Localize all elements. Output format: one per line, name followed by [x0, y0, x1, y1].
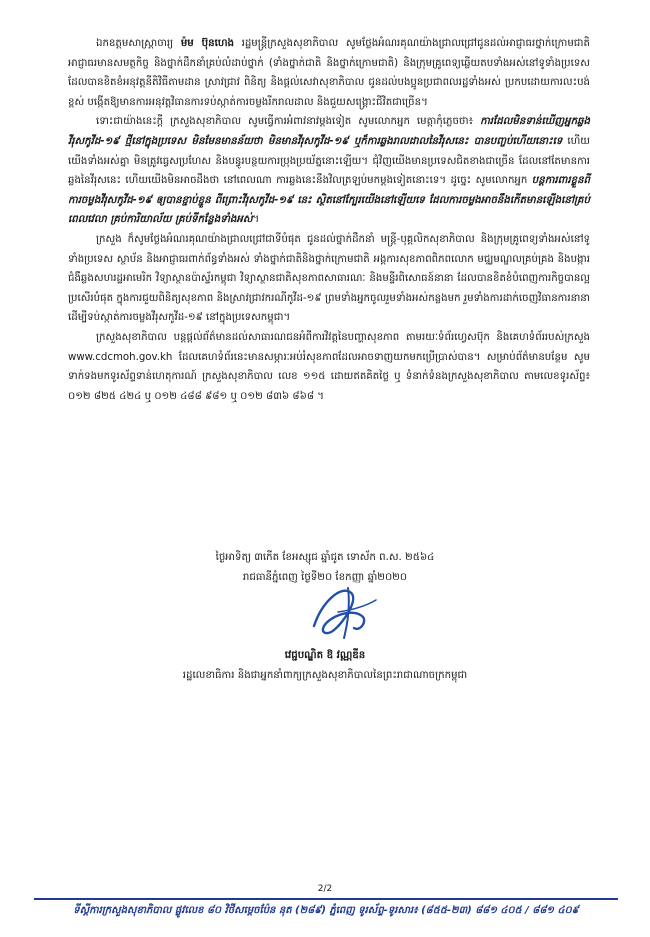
footer-divider	[34, 898, 618, 900]
paragraph-segment: ទោះជាយ៉ាងនេះក្តី ក្រសួងសុខាភិបាល សូមធ្វើការអំពាវនាវម្តងទៀត សូមលោកអ្នក មេត្តាកុំភ្លេចថា៖	[96, 116, 481, 128]
signature-block	[0, 646, 650, 686]
footer-address: ទីស្តីការក្រសួងសុខាភិបាល ផ្លូវលេខ ៨០ វិថីសម្តេចប៉ែន នុត (២៨៩) ភ្នំពេញ ទូរស័ព្ទ-ទូរសារ៖ (៨៥៥-២៣) ៨៨១ ៤០៥ / ៨៨១ ៤០៩	[73, 905, 579, 916]
paragraph-2	[68, 112, 590, 230]
paragraph-segment: ក្រសួងសុខាភិបាល បន្តផ្តល់ព័ត៌មានដល់សាធារណជនអំពីការវិវត្តនៃបញ្ហាសុខភាព តាមរយៈទំព័រហ្វេសប៊ុក និងគេហទំព័ររបស់ក្រសួង www.cdcmoh.gov.kh ដែលគេហទំព័រនេះមានសម្ភារៈអប់រំសុខភាពដែលអាចទាញយកមកប្រើប្រាស់បាន។ សម្រាប់ព័ត៌មានបន្ថែម សូមទាក់ទងមកទូរស័ព្ទទាន់ហេតុការណ៍ ក្រសួងសុខាភិបាល លេខ ១១៥ ដោយឥតគិតថ្លៃ ឬ ទំនាក់ទំនងក្រសួងសុខាភិបាល តាមលេខទូរស័ព្ទ៖ ០១២ ៨២៥ ៤២៤ ឬ ០១២ ៤៨៨ ៩៨១ ឬ ០១២ ៨៣៦ ៨៦៨ ។	[68, 331, 590, 402]
paragraph-segment: ហើយយើងទាំងអស់គ្នា មិនត្រូវធ្វេសប្រហែស និងបន្ធូរបន្ថយការប្រុងប្រយ័ត្ននោះឡើយ។ ជុំវិញយើងមានប្រទេសជិតខាងជាច្រើន ដែលនៅតែមានការឆ្លងនៃវីរុសនេះ ហើយយើងមិនអាចដឹងថា នៅពេលណា ការឆ្លងនេះនឹងវិលត្រឡប់មកម្តងទៀតនោះទេ។ ដូច្នេះ សូមលោកអ្នក	[68, 135, 591, 187]
lunar-date: ថ្ងៃអាទិត្យ ៣កើត ខែអស្សុជ ឆ្នាំជូត ទោស័ក ព.ស. ២៥៦៤	[215, 552, 435, 563]
paragraph-segment: រដ្ឋមន្ត្រីក្រសួងសុខាភិបាល សូមថ្លែងអំណរគុណយ៉ាងជ្រាលជ្រៅជូនដល់អាជ្ញាធរថ្នាក់ក្រោមជាតិ អាជ្ញាធរមានសមត្ថកិច្ច និងថ្នាក់ដឹកនាំគ្រប់លំដាប់ថ្នាក់ (ទាំងថ្នាក់ជាតិ និងថ្នាក់ក្រោមជាតិ) និងក្រុមគ្រូពេទ្យឆ្លើយតបទាំងអស់នៅទូទាំងប្រទេស ដែលបានខិតខំអនុវត្តនីតិវិធីតាមដាន ស្រាវជ្រាវ ពិនិត្យ និងផ្តល់សេវាសុខាភិបាល ជូនដល់បងប្អូនប្រជាពលរដ្ឋទាំងអស់ ប្រកបដោយការលះបង់ខ្ពស់ បង្កើតឱ្យមានការអនុវត្តវិធានការទប់ស្កាត់ការចម្លងរីករាលដាល និងជួយសង្គ្រោះជីវិតជាច្រើន។	[68, 38, 590, 108]
emphasis-text: ការដែលមិនទាន់ឃើញអ្នកឆ្លងវីរុសកូវីដ-១៩ ថ្មីនៅក្នុងប្រទេស មិនមែនមានន័យថា មិនមានវីរុសកូវីដ-១៩ ឬក៏ការឆ្លងរាលដាលនៃវីរុសនេះ បានបញ្ចប់ហើយនោះទេ	[68, 116, 590, 147]
paragraph-4	[68, 328, 590, 406]
page-number: 2/2	[317, 884, 333, 894]
emphasis-text: បន្តការពារខ្លួនពីការចម្លងវីរុសកូវីដ-១៩ ឲ្យបានខ្ជាប់ខ្ជួន ពីព្រោះវីរុសកូវីដ-១៩ នេះ ស្ថិតនៅក្បែរយើងនៅឡើយទេ ដែលការចម្លងអាចនឹងកើតមានឡើងនៅគ្រប់ពេលវេលា គ្រប់ការិយាល័យ គ្រប់ទីកន្លែងទាំងអស់	[68, 175, 590, 226]
paragraph-3	[68, 230, 590, 328]
minister-name: ម៉ម ប៊ុនហេង	[180, 38, 234, 49]
signer-title: រដ្ឋលេខាធិការ និងជាអ្នកនាំពាក្យក្រសួងសុខាភិបាលនៃព្រះរាជាណាចក្រកម្ពុជា	[182, 670, 468, 681]
solar-date: រាជធានីភ្នំពេញ ថ្ងៃទី២០ ខែកញ្ញា ឆ្នាំ២០២០	[242, 572, 408, 583]
paragraph-segment: ។	[252, 214, 260, 226]
paragraph-segment: ឯកឧត្តមសាស្ត្រាចារ្យ	[96, 38, 181, 49]
paragraph-segment: ក្រសួង ក៏សូមថ្លែងអំណរគុណយ៉ាងជ្រាលជ្រៅជាទីបំផុត ជូនដល់ថ្នាក់ដឹកនាំ មន្ត្រី-បុគ្គលិកសុខាភិបាល និងក្រុមគ្រូពេទ្យទាំងអស់នៅទូទាំងប្រទេស ស្ថាប័ន និងអាជ្ញាធរពាក់ព័ន្ធទាំងអស់ ទាំងថ្នាក់ជាតិនិងថ្នាក់ក្រោមជាតិ អង្គការសុខភាពពិភពលោក មជ្ឈមណ្ឌលគ្រប់គ្រង និងបង្ការជំងឺឆ្លងសហរដ្ឋអាមេរិក វិទ្យាស្ថានប៉ាស្ទ័រកម្ពុជា វិទ្យាស្ថានជាតិសុខភាពសាធារណៈ និងមន្ទីរពិសោធន៍នានា ដែលបានខិតខំបំពេញការកិច្ចបានល្អប្រសើរបំផុត ក្នុងការជួយពិនិត្យសុខភាព និងស្រាវជ្រាវករណីកូវីដ-១៩ ព្រមទាំងអ្នកចូលរួមទាំងអស់កន្លងមក រួមទាំងការដាក់ចេញវិធានការនានា ដើម្បីទប់ស្កាត់ការចម្លងវីរុសកូវីដ-១៩ នៅក្នុងប្រទេសកម្ពុជា។	[68, 233, 590, 324]
letter-body	[68, 34, 590, 406]
paragraph-1	[68, 34, 590, 112]
signer-name: វេជ្ជបណ្ឌិត ឱ វណ្ណឌីន	[284, 650, 366, 661]
signature-icon	[304, 582, 384, 640]
